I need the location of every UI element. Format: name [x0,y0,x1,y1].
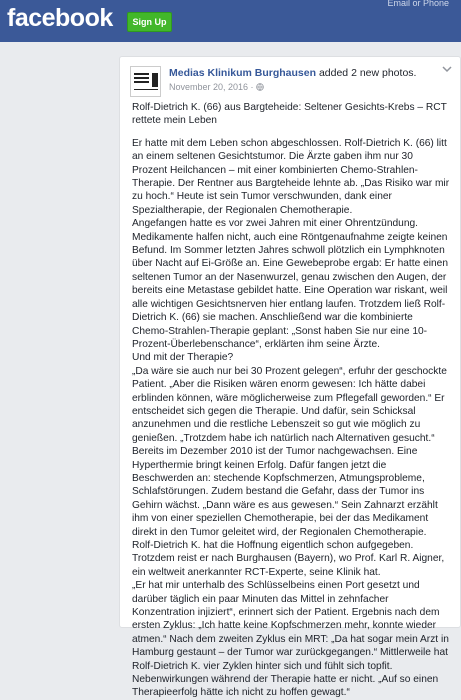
sign-up-button[interactable]: Sign Up [127,12,172,32]
post-action-text: added 2 new photos. [318,67,417,79]
post-date-link[interactable]: November 20, 2016 · [169,82,254,92]
post-card [119,56,461,699]
post-paragraph: „Er hat mir unterhalb des Schlüsselbeins einen Port gesetzt und darüber täglich ein paar Minuten das Mittel in zehnfacher Konzentration injiziert“, erinnert sich der Patient. Ergebnis nach dem ersten Zyklus: „Ich hatte keine Kopfschmerzen mehr, konnte wieder atmen.“ Nach dem zweiten Zyklus ein MRT: „Da hat sogar mein Arzt in Hamburg gestaunt – der Tumor war zurückgegangen.“ Mittlerweile hat Rolf-Dietrich K. vier Zyklen hinter sich und fühlt sich topfit. Nebenwirkungen während der Therapie hatte er nicht. „Auf so einen Therapieerfolg hätte ich nicht zu hoffen gewagt.“ [132,580,449,699]
chevron-down-icon[interactable] [442,65,452,76]
post-title: Rolf-Dietrich K. (66) aus Bargteheide: Seltener Gesichts-Krebs – RCT rettete mein Leben [132,102,447,127]
page-name-link[interactable]: Medias Klinikum Burghausen [169,67,317,79]
post-header [169,67,454,79]
post-paragraph: Bereits im Dezember 2010 ist der Tumor nachgewachsen. Eine Hyperthermie bringt keinen Erfolg. Dafür fangen jetzt die Beschwerden an: stechende Kopfschmerzen, Atmungsprobleme, Schlafstörungen. Zudem bestand die Gefahr, dass der Tumor ins Gehirn wächst. „Dann wäre es aus gewesen.“ Sein Zahnarzt erzählt ihm von einer speziellen Chemotherapie, bei der das Medikament direkt in den Tumor geleitet wird, der Regionalen Chemotherapie. Rolf-Dietrich K. hat die Hoffnung eigentlich schon aufgegeben. Trotzdem reist er nach Burghausen (Bayern), wo Prof. Karl R. Aigner, ein weltweit anerkannter RCT-Experte, seine Klinik hat. [132,446,445,578]
post-paragraph: Er hatte mit dem Leben schon abgeschlossen. Rolf-Dietrich K. (66) litt an einem seltenen Gesichtstumor. Die Ärzte gaben ihm nur 30 Prozent Heilchancen – mit einer kombinierten Chemo-Strahlen-Therapie. Der Rentner aus Bargteheide lehnte ab. „Das Risiko war mir zu hoch.“ Heute ist sein Tumor verschwunden, dank einer Spezialtherapie, der Regionalen Chemotherapie. [132,137,450,216]
post-body [132,101,450,700]
top-navigation-bar [0,0,461,42]
globe-icon [256,82,264,92]
post-meta [169,82,264,92]
page-avatar[interactable] [130,66,161,97]
login-field-hint: Email or Phone [387,0,449,8]
facebook-logo[interactable]: facebook [7,4,113,32]
post-paragraph: Angefangen hatte es vor zwei Jahren mit einer Ohrentzündung. Medikamente halfen nicht, auch eine Röntgenaufnahme zeigte keinen Befund. Im Sommer letzten Jahres schwoll plötzlich ein Lymphknoten über Nacht auf Ei-Größe an. Eine Gewebeprobe ergab: Er hatte einen seltenen Tumor an der Nasenwurzel, genau zwischen den Augen, der bereits eine Metastase gebildet hatte. Eine Operation war riskant, weil alle wichtigen Gesichtsnerven hier entlang laufen. Trotzdem ließ Rolf-Dietrich K. (66) sie machen. Anschließend war die kombinierte Chemo-Strahlen-Therapie geplant: „Sonst haben Sie nur eine 10-Prozent-Überlebenschance“, erklärten ihm seine Ärzte. [132,218,449,350]
post-paragraph: „Da wäre sie auch nur bei 30 Prozent gelegen“, erfuhr der geschockte Patient. „Aber die Risiken wären enorm gewesen: Ich hätte dabei erblinden können, wäre möglicherweise zum Pflegefall geworden.“ Er entscheidet sich gegen die Therapie. Und dafür, sein Schicksal anzunehmen und die restliche Lebenszeit so gut wie möglich zu genießen. „Trotzdem habe ich natürlich nach Alternativen gesucht.“ [132,365,447,444]
post-paragraph: Und mit der Therapie? [132,352,234,364]
